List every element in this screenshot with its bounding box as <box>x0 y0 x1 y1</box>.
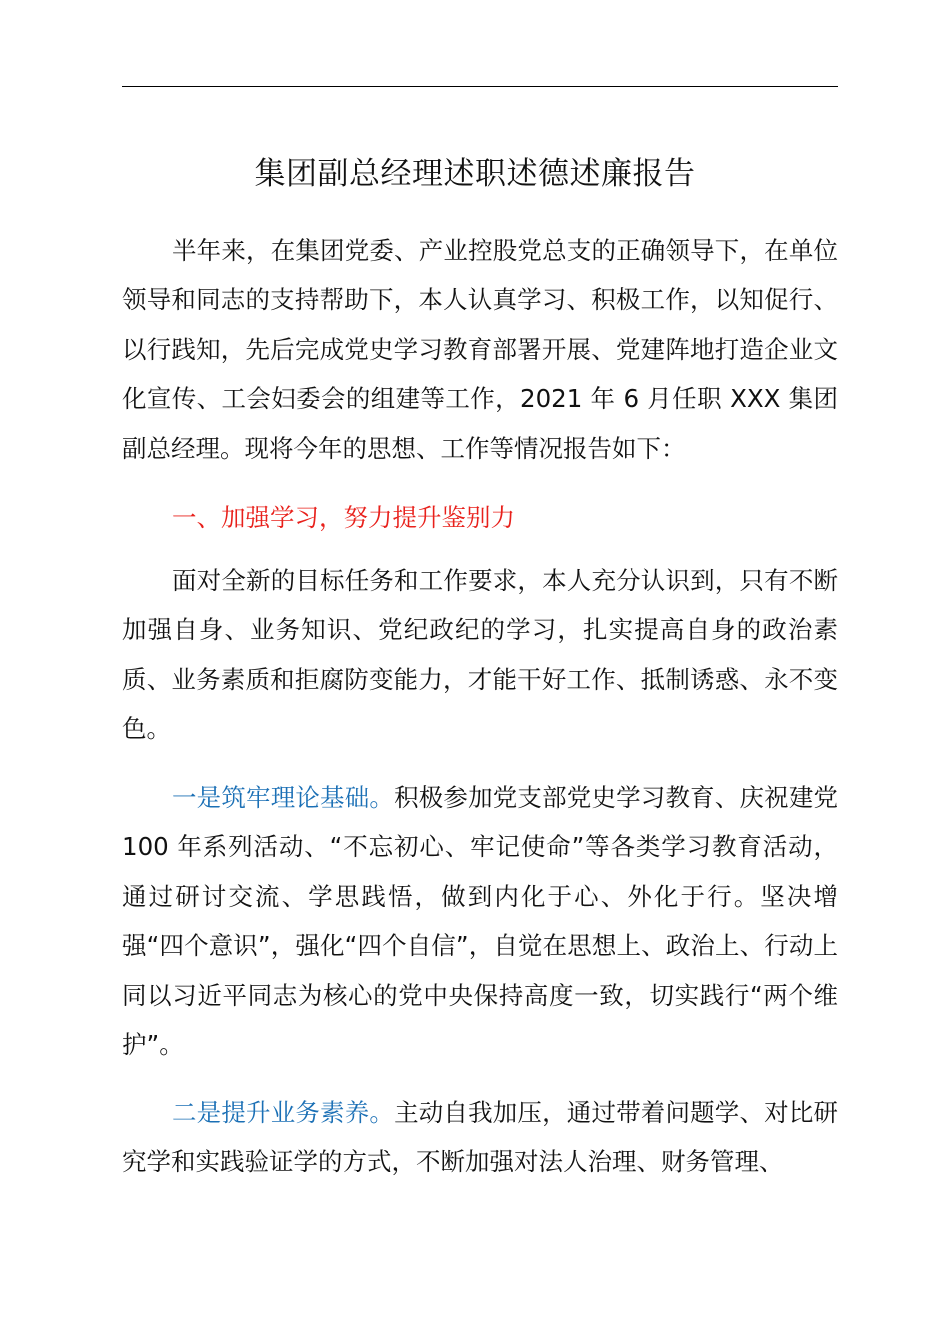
point-two-paragraph <box>122 1088 838 1187</box>
section-paragraph: 面对全新的目标任务和工作要求，本人充分认识到，只有不断加强自身、业务知识、党纪政纪的学习，扎实提高自身的政治素质、业务素质和拒腐防变能力，才能干好工作、抵制诱惑、永不变色。 <box>122 566 838 744</box>
section-heading: 一、加强学习，努力提升鉴别力 <box>172 503 515 532</box>
point-two-lead: 二是提升业务素养。 <box>172 1098 395 1127</box>
header-rule <box>122 86 838 87</box>
point-one-lead: 一是筑牢理论基础。 <box>172 783 395 812</box>
document-title: 集团副总经理述职述德述廉报告 <box>254 156 696 192</box>
point-one-paragraph <box>122 773 838 1069</box>
point-one-text: 积极参加党支部党史学习教育、庆祝建党 100 年系列活动、“不忘初心、牢记使命”等各类学习教育活动，通过研讨交流、学思践悟，做到内化于心、外化于行。坚决增强“四个意识”，强化“四个自信”，自觉在思想上、政治上、行动上同以习近平同志为核心的党中央保持高度一致，切实践行“两个维护”。 <box>122 783 839 1060</box>
intro-paragraph: 半年来，在集团党委、产业控股党总支的正确领导下，在单位领导和同志的支持帮助下，本人认真学习、积极工作，以知促行、以行践知，先后完成党史学习教育部署开展、党建阵地打造企业文化宣传、工会妇委会的组建等工作，2021 年 6 月任职 XXX 集团副总经理。现将今年的思想、工作等情况报告如下： <box>122 236 838 463</box>
point-two-text: 主动自我加压，通过带着问题学、对比研究学和实践验证学的方式，不断加强对法人治理、财务管理、 <box>122 1098 839 1177</box>
